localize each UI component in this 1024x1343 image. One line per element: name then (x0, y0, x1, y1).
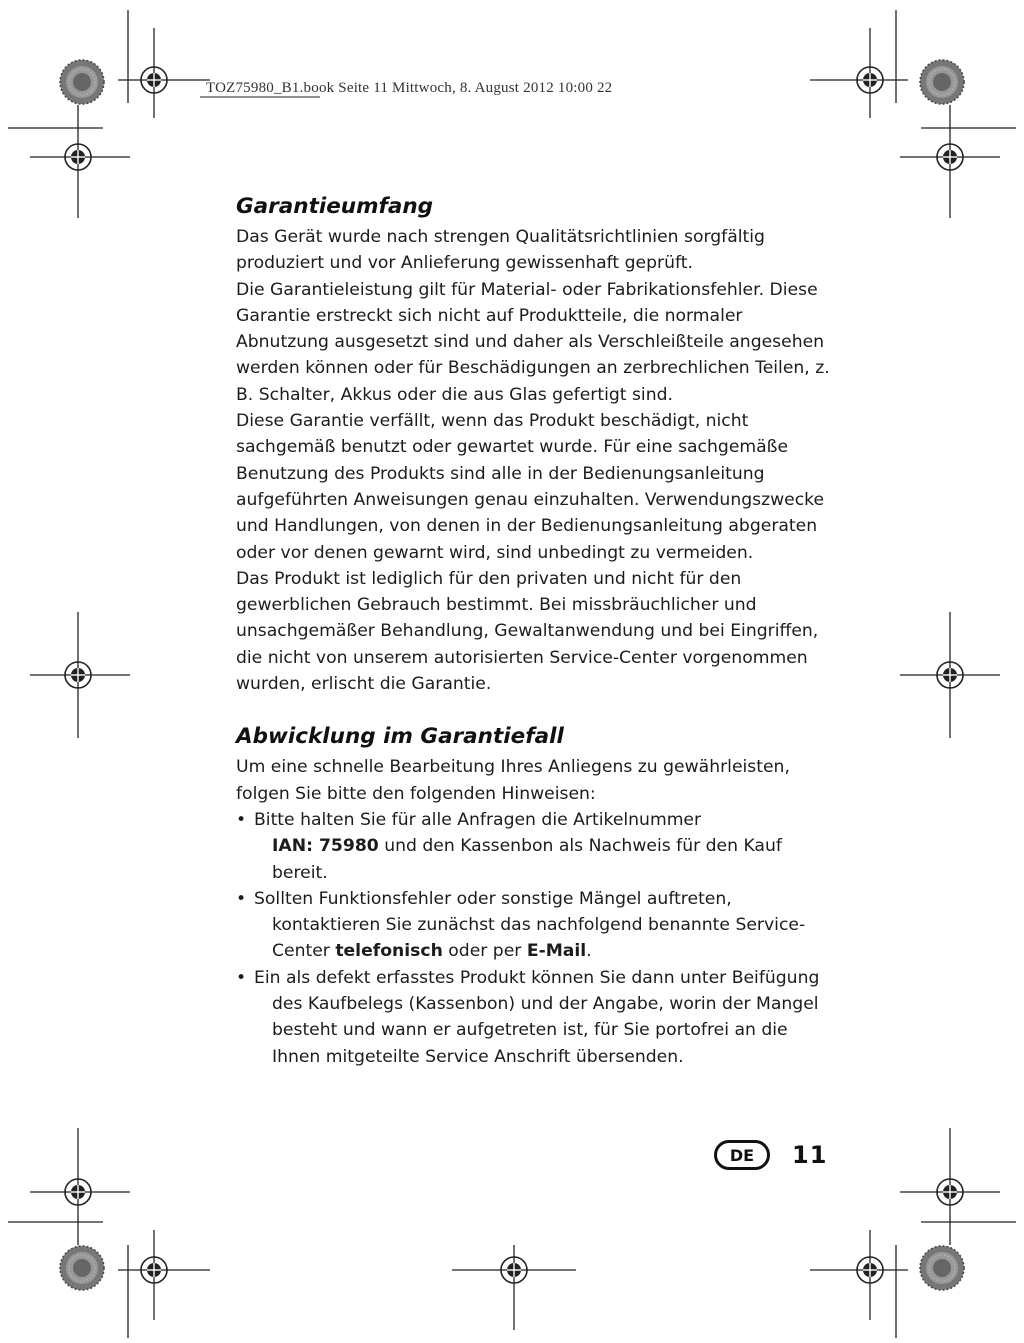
section-heading-abwicklung: Abwicklung im Garantiefall (236, 724, 564, 750)
registration-mark-middle-left (30, 612, 130, 738)
list-item: • Sollten Funktionsfehler oder sonstige Mängel auftreten, kontaktieren Sie zunächst das nachfolgend benannte Service-Center telefonisch oder per E-Mail. (236, 886, 830, 965)
page-number: 11 (792, 1141, 828, 1169)
bold-email: E-Mail (526, 941, 587, 962)
paragraph: Das Produkt ist lediglich für den privaten und nicht für den gewerblichen Gebrauch bestimmt. Bei missbräuchlicher und unsachgemäßer Behandlung, Gewaltanwendung und bei Eingriffen, die nicht von unserem autorisierten Service-Center vorgenommen wurden, erlischt die Garantie. (236, 568, 819, 695)
page-footer (714, 1138, 827, 1172)
list-item: • Ein als defekt erfasstes Produkt können Sie dann unter Beifügung des Kaufbelegs (Kassenbon) und der Angabe, worin der Mangel besteht und wann er aufgetreten ist, für Sie portofrei an die Ihnen mitgeteilte Service Anschrift übersenden. (236, 965, 830, 1070)
registration-mark-bottom-center (452, 1245, 576, 1330)
registration-mark-middle-right (900, 612, 1000, 738)
bullet-icon: • (236, 967, 247, 988)
bullet-list (236, 807, 830, 1070)
section-heading-garantieumfang: Garantieumfang (236, 194, 434, 219)
bullet-icon: • (236, 809, 247, 830)
bullet-icon: • (236, 888, 247, 909)
paragraph: Diese Garantie verfällt, wenn das Produkt beschädigt, nicht sachgemäß benutzt oder gewartet wurde. Für eine sachgemäße Benutzung des Produkts sind alle in der Bedienungsanleitung aufgeführten Anweisungen genau einzuhalten. Verwendungszwecke und Handlungen, von denen in der Bedienungsanleitung abgeraten oder vor denen gewarnt wird, sind unbedingt zu vermeiden. (236, 411, 825, 563)
registration-mark-bottom-right (810, 1128, 1016, 1338)
article-number: IAN: 75980 (272, 836, 379, 857)
registration-mark-bottom-left (8, 1128, 210, 1338)
page-content (236, 190, 830, 1070)
list-item: • Bitte halten Sie für alle Anfragen die Artikelnummer IAN: 75980 und den Kassenbon als Nachweis für den Kauf bereit. (236, 807, 830, 886)
registration-mark-top-right (810, 10, 1016, 218)
paragraph: Um eine schnelle Bearbeitung Ihres Anliegens zu gewährleisten, folgen Sie bitte den folgenden Hinweisen: (236, 757, 790, 804)
print-slug: TOZ75980_B1.book Seite 11 Mittwoch, 8. August 2012 10:00 22 (206, 80, 613, 96)
paragraph: Die Garantieleistung gilt für Material- oder Fabrikationsfehler. Diese Garantie erstreckt sich nicht auf Produktteile, die normaler Abnutzung ausgesetzt sind und daher als Verschleißteile angesehen werden können oder für Beschädigungen an zerbrechlichen Teilen, z. B. Schalter, Akkus oder die aus Glas gefertigt sind. (236, 279, 830, 405)
paragraph: Das Gerät wurde nach strengen Qualitätsrichtlinien sorgfältig produziert und vor Anlieferung gewissenhaft geprüft. (236, 227, 765, 274)
language-badge: DE (714, 1140, 770, 1170)
registration-mark-top-left (8, 10, 320, 218)
bold-telefonisch: telefonisch (335, 941, 443, 962)
